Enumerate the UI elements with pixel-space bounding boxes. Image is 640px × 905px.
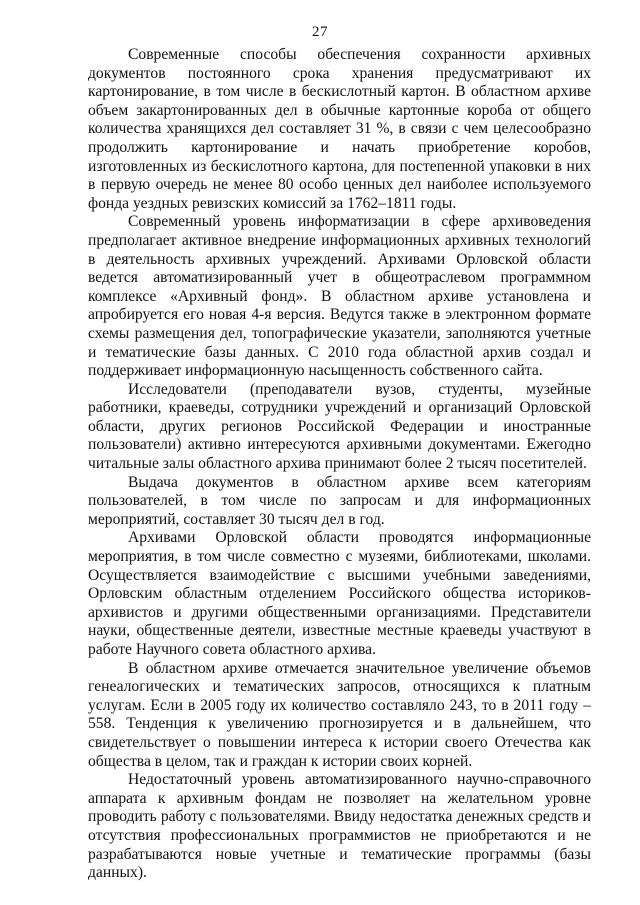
page-number: 27 xyxy=(312,24,328,40)
paragraph: Современный уровень информатизации в сфере архивоведения предполагает активное внедрение информационных архивных технологий в деятельность архивных учреждений. Архивами Орловской области ведется автоматизированный учет в общеотраслевом программном комплексе «Архивный фонд». В областном архиве установлена и апробируется его новая 4-я версия. Ведутся также в электронном формате схемы размещения дел, топографические указатели, заполняются учетные и тематические базы данных. С 2010 года областной архив создал и поддерживает информационную насыщенность собственного сайта. xyxy=(88,213,591,380)
paragraph: Выдача документов в областном архиве всем категориям пользователей, в том числе по запросам и для информационных мероприятий, составляет 30 тысяч дел в год. xyxy=(88,473,591,528)
body-text xyxy=(88,46,591,883)
paragraph: В областном архиве отмечается значительное увеличение объемов генеалогических и тематических запросов, относящихся к платным услугам. Если в 2005 году их количество составляло 243, то в 2011 году – 558. Тенденция к увеличению прогнозируется и в дальнейшем, что свидетельствует о повышении интереса к истории своего Отечества как общества в целом, так и граждан к истории своих корней. xyxy=(88,659,591,770)
paragraph: Недостаточный уровень автоматизированного научно-справочного аппарата к архивным фондам не позволяет на желательном уровне проводить работу с пользователями. Ввиду недостатка денежных средств и отсутствия профессиональных программистов не приобретаются и не разрабатываются новые учетные и тематические программы (базы данных). xyxy=(88,771,591,882)
paragraph: Архивами Орловской области проводятся информационные мероприятия, в том числе совместно с музеями, библиотеками, школами. Осуществляется взаимодействие с высшими учебными заведениями, Орловским областным отделением Российского общества историков-архивистов и другими общественными организациями. Представители науки, общественные деятели, известные местные краеведы участвуют в работе Научного совета областного архива. xyxy=(88,529,591,658)
paragraph: Современные способы обеспечения сохранности архивных документов постоянного срока хранения предусматривают их картонирование, в том числе в бескислотный картон. В областном архиве объем закартонированных дел в обычные картонные короба от общего количества хранящихся дел составляет 31 %, в связи с чем целесообразно продолжить картонирование и начать приобретение коробов, изготовленных из бескислотного картона, для постепенной упаковки в них в первую очередь не менее 80 особо ценных дел наиболее используемого фонда уездных ревизских комиссий за 1762–1811 годы. xyxy=(88,46,591,212)
paragraph: Исследователи (преподаватели вузов, студенты, музейные работники, краеведы, сотрудники учреждений и организаций Орловской области, других регионов Российской Федерации и иностранные пользователи) активно интересуются архивными документами. Ежегодно читальные залы областного архива принимают более 2 тысяч посетителей. xyxy=(88,380,591,473)
